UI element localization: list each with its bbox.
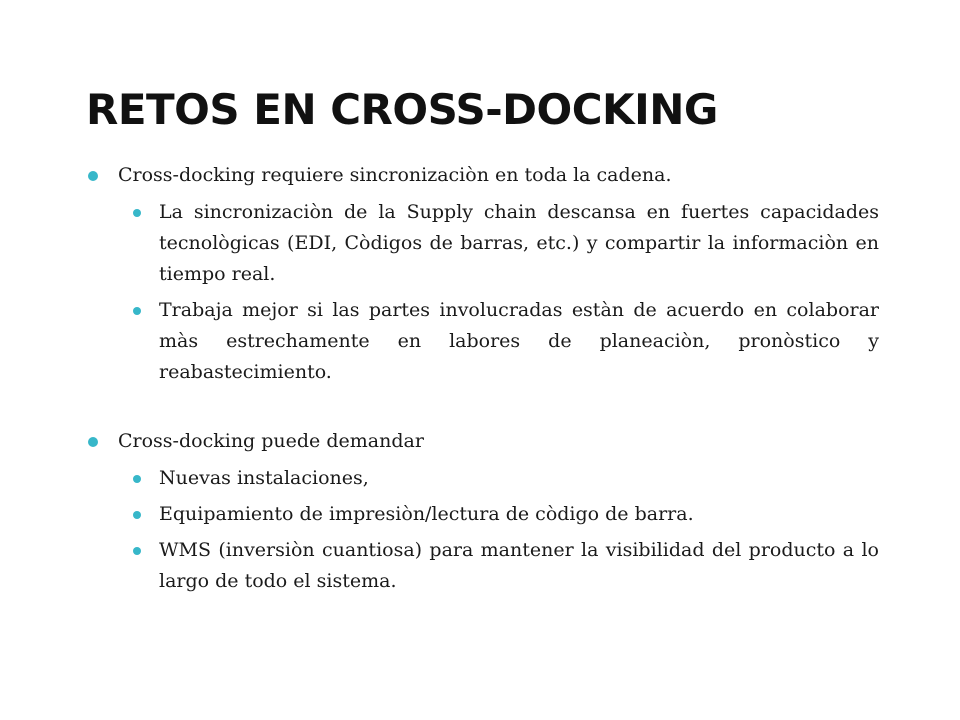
bullet-text: Cross-docking requiere sincronizaciòn en toda la cadena. (118, 164, 672, 186)
sub-bullet-dot-icon (133, 209, 141, 217)
sub-bullet-text: La sincronizaciòn de la Supply chain descansa en fuertes capacidades tecnològicas (EDI, Còdigos de barras, etc.) y compartir la informaciòn en tiempo real. (159, 201, 879, 285)
sub-bullet-item (128, 197, 879, 290)
sub-bullet-dot-icon (133, 511, 141, 519)
slide-title: RETOS EN CROSS-DOCKING (86, 85, 718, 134)
sub-bullet-item (128, 295, 879, 388)
bullet-dot-icon (88, 171, 98, 181)
sub-bullet-dot-icon (133, 547, 141, 555)
sub-bullet-item (128, 463, 879, 494)
sub-bullet-text: Nuevas instalaciones, (159, 467, 369, 489)
slide-content (86, 160, 879, 602)
sub-bullet-text: WMS (inversiòn cuantiosa) para mantener la visibilidad del producto a lo largo de todo el sistema. (159, 539, 879, 592)
sub-bullet-item (128, 499, 879, 530)
bullet-item (86, 426, 879, 457)
sub-bullet-text: Equipamiento de impresiòn/lectura de còdigo de barra. (159, 503, 694, 525)
sub-bullet-dot-icon (133, 475, 141, 483)
bullet-item (86, 160, 879, 191)
bullet-text: Cross-docking puede demandar (118, 430, 424, 452)
sub-bullet-text: Trabaja mejor si las partes involucradas estàn de acuerdo en colaborar màs estrechamente en labores de planeaciòn, pronòstico y reabastecimiento. (159, 299, 879, 383)
bullet-dot-icon (88, 437, 98, 447)
sub-bullet-dot-icon (133, 307, 141, 315)
sub-bullet-item (128, 535, 879, 597)
